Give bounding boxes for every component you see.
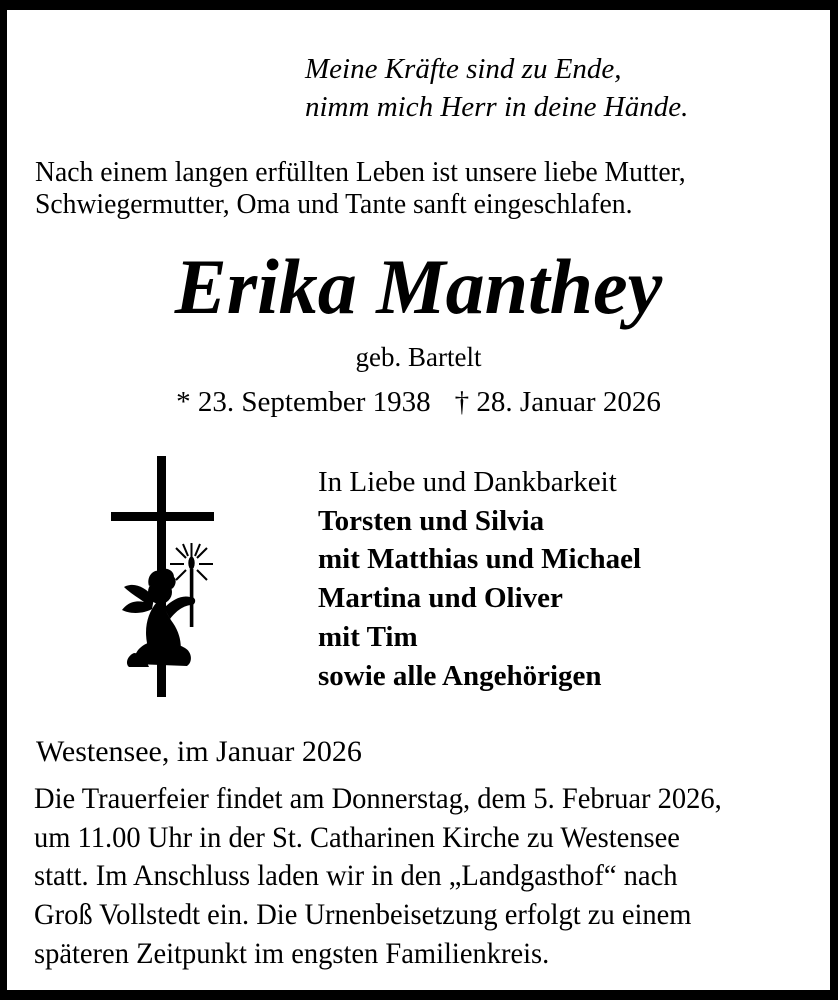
intro-line-2: Schwiegermutter, Oma und Tante sanft eingeschlafen. xyxy=(35,189,633,220)
family-line: mit Tim xyxy=(318,620,418,653)
place-date-line: Westensee, im Januar 2026 xyxy=(36,735,362,768)
intro-paragraph xyxy=(35,157,706,221)
funeral-line: Die Trauerfeier findet am Donnerstag, dem 5. Februar 2026, xyxy=(34,782,722,815)
candle-icon xyxy=(170,543,213,627)
funeral-line: um 11.00 Uhr in der St. Catharinen Kirche zu Westensee xyxy=(34,820,680,854)
angel-icon xyxy=(122,569,195,667)
deceased-name: Erika Manthey xyxy=(174,243,663,330)
family-line: Martina und Oliver xyxy=(318,582,563,615)
family-line: mit Matthias und Michael xyxy=(318,543,642,576)
intro-line-1: Nach einem langen erfüllten Leben ist unsere liebe Mutter, xyxy=(35,157,686,188)
maiden-name: geb. Bartelt xyxy=(355,342,482,372)
family-block xyxy=(318,463,641,695)
family-line: sowie alle Angehörigen xyxy=(318,659,602,692)
death-date: † 28. Januar 2026 xyxy=(454,386,661,418)
funeral-line: späteren Zeitpunkt im engsten Familienkreis. xyxy=(34,936,550,970)
family-line: Torsten und Silvia xyxy=(318,504,545,537)
funeral-info-paragraph xyxy=(34,780,758,974)
funeral-line: Groß Vollstedt ein. Die Urnenbeisetzung erfolgt zu einem xyxy=(34,898,692,932)
epigraph-line-1: Meine Kräfte sind zu Ende, xyxy=(305,53,622,85)
epigraph-quote xyxy=(305,50,688,126)
birth-date: * 23. September 1938 xyxy=(176,386,431,418)
family-heading: In Liebe und Dankbarkeit xyxy=(318,466,617,498)
funeral-line: statt. Im Anschluss laden wir in den „Landgasthof“ nach xyxy=(34,859,678,893)
life-dates xyxy=(7,386,830,419)
epigraph-line-2: nimm mich Herr in deine Hände. xyxy=(305,91,689,123)
cross-angel-graphic xyxy=(107,450,217,700)
